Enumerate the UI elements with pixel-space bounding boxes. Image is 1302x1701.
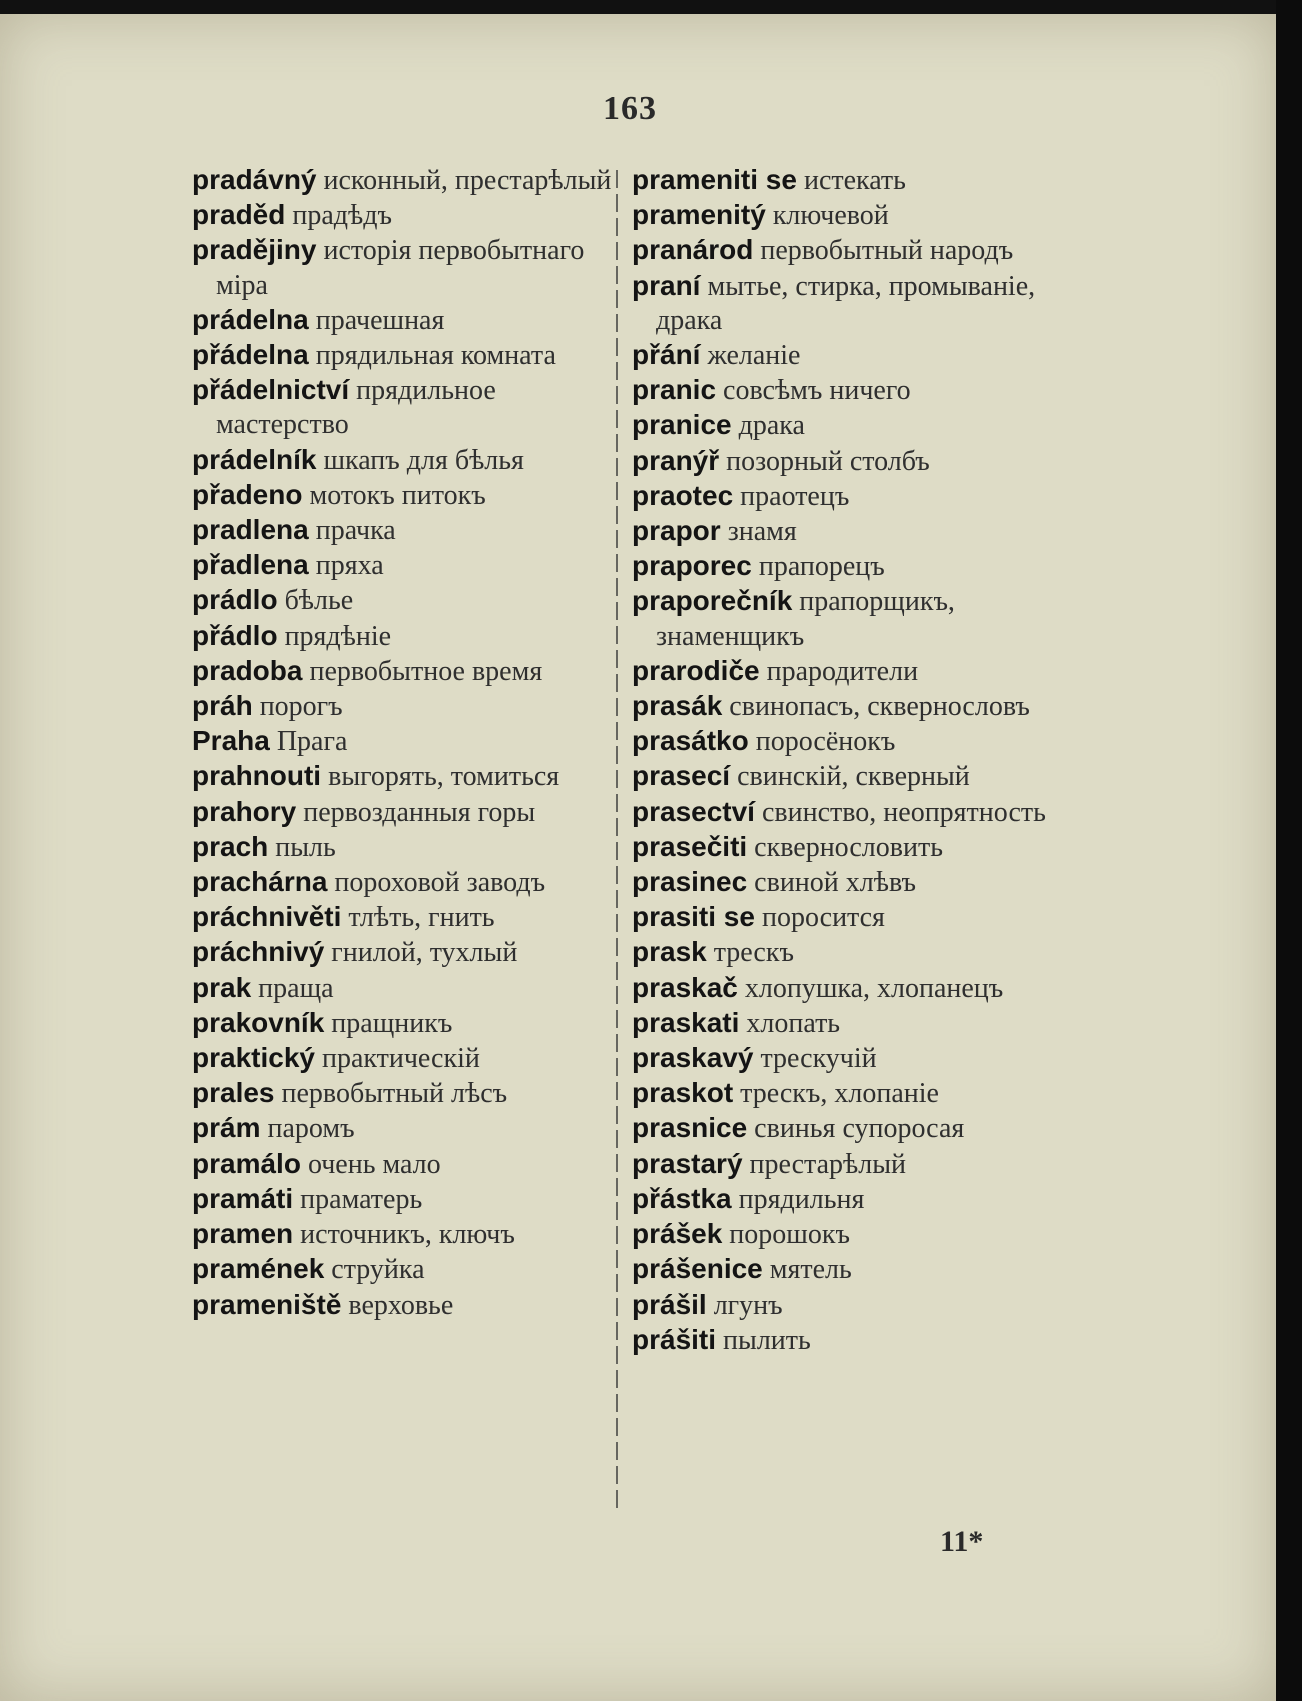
entry-headword: pramálo bbox=[192, 1147, 301, 1179]
entry-headword: prapor bbox=[632, 515, 721, 547]
entry-translation: трескъ, хлопаніе bbox=[740, 1078, 939, 1110]
dictionary-entry bbox=[192, 1076, 612, 1111]
dictionary-entry bbox=[192, 1252, 612, 1287]
dictionary-entry bbox=[632, 971, 1062, 1006]
entry-headword: prádelna bbox=[192, 303, 309, 335]
entry-translation: ключевой bbox=[772, 200, 889, 232]
entry-headword: prádelník bbox=[192, 443, 317, 475]
entry-translation: мытье, стирка, промываніе, драка bbox=[656, 270, 1036, 336]
dictionary-entry bbox=[632, 163, 1062, 198]
entry-translation: очень мало bbox=[307, 1148, 441, 1180]
entry-translation: пряха bbox=[315, 550, 384, 582]
dictionary-entry bbox=[192, 865, 612, 900]
entry-headword: prášek bbox=[632, 1218, 723, 1250]
entry-headword: pradlena bbox=[192, 514, 309, 546]
entry-headword: praporec bbox=[632, 550, 752, 582]
entry-headword: pramen bbox=[192, 1218, 294, 1250]
entry-headword: pramének bbox=[192, 1253, 325, 1285]
entry-translation: трескучій bbox=[760, 1043, 877, 1075]
dictionary-entry bbox=[192, 724, 612, 759]
entry-headword: prasecí bbox=[632, 760, 731, 792]
dictionary-entry bbox=[192, 935, 612, 970]
dictionary-entry bbox=[632, 1041, 1062, 1076]
dictionary-entry bbox=[632, 689, 1062, 724]
entry-translation: первобытный народъ bbox=[760, 235, 1014, 267]
entry-translation: желаніе bbox=[707, 340, 801, 372]
entry-headword: prarodiče bbox=[632, 654, 760, 686]
entry-headword: pramenitý bbox=[632, 199, 766, 231]
entry-headword: přadeno bbox=[192, 478, 303, 510]
entry-headword: přadlena bbox=[192, 549, 309, 581]
entry-translation: хлопушка, хлопанецъ bbox=[744, 972, 1004, 1004]
entry-translation: пыль bbox=[275, 831, 336, 863]
entry-headword: práh bbox=[192, 690, 253, 722]
entry-translation: прядильное мастерство bbox=[216, 375, 496, 441]
entry-translation: бѣлье bbox=[284, 585, 354, 617]
entry-headword: pranic bbox=[632, 374, 717, 406]
dictionary-entry bbox=[632, 444, 1062, 479]
dictionary-entry bbox=[632, 549, 1062, 584]
entry-translation: пращникъ bbox=[331, 1007, 453, 1039]
dictionary-entry bbox=[632, 198, 1062, 233]
entry-headword: prášil bbox=[632, 1288, 707, 1320]
dictionary-entry bbox=[192, 233, 612, 302]
entry-translation: свинскій, скверный bbox=[737, 761, 970, 793]
dictionary-entry bbox=[632, 654, 1062, 689]
dictionary-entry bbox=[192, 830, 612, 865]
entry-translation: сквернословить bbox=[754, 831, 943, 863]
entry-headword: praotec bbox=[632, 479, 734, 511]
dictionary-entry bbox=[192, 373, 612, 442]
dictionary-entry bbox=[192, 163, 612, 198]
entry-headword: prask bbox=[632, 936, 707, 968]
dictionary-entry bbox=[632, 865, 1062, 900]
entry-headword: praskot bbox=[632, 1077, 734, 1109]
dictionary-entry bbox=[632, 759, 1062, 794]
entry-translation: исконный, престарѣлый bbox=[323, 165, 612, 196]
dictionary-entry bbox=[632, 514, 1062, 549]
entry-headword: pranice bbox=[632, 409, 732, 441]
dictionary-entry bbox=[192, 1147, 612, 1182]
dictionary-entry bbox=[192, 1217, 612, 1252]
entry-translation: мятель bbox=[769, 1254, 852, 1286]
dictionary-entry bbox=[192, 513, 612, 548]
entry-translation: праща bbox=[258, 972, 334, 1004]
entry-translation: поросёнокъ bbox=[755, 726, 896, 758]
dictionary-entry bbox=[192, 583, 612, 618]
entry-translation: прапорецъ bbox=[758, 551, 885, 583]
entry-headword: prahory bbox=[192, 795, 297, 827]
right-column bbox=[632, 163, 1062, 1358]
dictionary-entry bbox=[632, 935, 1062, 970]
dictionary-entry bbox=[632, 1076, 1062, 1111]
dictionary-entry bbox=[192, 338, 612, 373]
entry-headword: prasectví bbox=[632, 795, 755, 827]
entry-translation: первобытное время bbox=[309, 655, 543, 687]
entry-translation: свиной хлѣвъ bbox=[754, 867, 916, 899]
entry-headword: prasátko bbox=[632, 725, 749, 757]
entry-translation: прядѣніе bbox=[284, 620, 392, 652]
dictionary-entry bbox=[192, 1111, 612, 1146]
entry-translation: свинья супоросая bbox=[754, 1113, 965, 1145]
dictionary-entry bbox=[632, 269, 1062, 338]
entry-headword: přádelnictví bbox=[192, 374, 350, 406]
entry-headword: práchnivěti bbox=[192, 901, 342, 933]
dictionary-entry bbox=[192, 654, 612, 689]
entry-headword: přání bbox=[632, 339, 701, 371]
entry-headword: pramáti bbox=[192, 1182, 294, 1214]
entry-translation: лгунъ bbox=[713, 1289, 783, 1321]
dictionary-entry bbox=[632, 724, 1062, 759]
entry-translation: пороховой заводъ bbox=[334, 867, 546, 899]
entry-translation: совсѣмъ ничего bbox=[723, 375, 911, 407]
entry-headword: praní bbox=[632, 269, 701, 301]
dictionary-entry bbox=[632, 1217, 1062, 1252]
entry-translation: праотецъ bbox=[740, 480, 850, 512]
entry-headword: prášenice bbox=[632, 1253, 763, 1285]
entry-headword: Praha bbox=[192, 725, 270, 757]
entry-translation: выгорять, томиться bbox=[328, 761, 560, 793]
entry-translation: хлопать bbox=[746, 1007, 841, 1039]
entry-headword: prales bbox=[192, 1077, 275, 1109]
left-column bbox=[192, 163, 612, 1323]
dictionary-entry bbox=[192, 1288, 612, 1323]
entry-headword: prahnouti bbox=[192, 760, 322, 792]
entry-headword: pranárod bbox=[632, 234, 754, 266]
dictionary-entry bbox=[632, 1182, 1062, 1217]
entry-translation: свинопасъ, сквернословъ bbox=[729, 691, 1030, 723]
entry-headword: prasák bbox=[632, 690, 723, 722]
dictionary-entry bbox=[632, 1006, 1062, 1041]
entry-translation: исторія первобытнаго міра bbox=[216, 235, 585, 301]
entry-headword: prasnice bbox=[632, 1112, 748, 1144]
entry-headword: pradávný bbox=[192, 164, 317, 195]
dictionary-entry bbox=[632, 830, 1062, 865]
entry-headword: přástka bbox=[632, 1182, 732, 1214]
entry-translation: прачка bbox=[315, 515, 396, 547]
entry-translation: престарѣлый bbox=[749, 1148, 907, 1180]
entry-headword: praskati bbox=[632, 1006, 740, 1038]
page-number: 163 bbox=[603, 90, 657, 127]
dictionary-entry bbox=[192, 759, 612, 794]
entry-translation: прядильная комната bbox=[315, 340, 556, 372]
entry-headword: prameniti se bbox=[632, 164, 797, 195]
entry-headword: pradějiny bbox=[192, 234, 317, 266]
entry-headword: přádlo bbox=[192, 619, 278, 651]
entry-translation: практическій bbox=[321, 1043, 480, 1075]
entry-translation: знамя bbox=[727, 516, 797, 548]
dictionary-entry bbox=[192, 689, 612, 724]
entry-translation: струйка bbox=[331, 1254, 425, 1286]
dictionary-entry bbox=[632, 1111, 1062, 1146]
entry-translation: первобытный лѣсъ bbox=[281, 1078, 508, 1110]
entry-translation: трескъ bbox=[713, 937, 794, 969]
dictionary-entry bbox=[192, 795, 612, 830]
entry-headword: prameniště bbox=[192, 1288, 342, 1320]
dictionary-entry bbox=[632, 1323, 1062, 1358]
dictionary-entry bbox=[192, 1006, 612, 1041]
entry-translation: прародители bbox=[766, 655, 919, 687]
dictionary-entry bbox=[632, 338, 1062, 373]
entry-translation: праматерь bbox=[300, 1183, 423, 1215]
entry-headword: prasečiti bbox=[632, 830, 748, 862]
dictionary-entry bbox=[632, 233, 1062, 268]
entry-headword: přádelna bbox=[192, 339, 309, 371]
dictionary-entry bbox=[632, 479, 1062, 514]
entry-translation: прадѣдъ bbox=[292, 200, 392, 232]
dictionary-entry bbox=[632, 1147, 1062, 1182]
entry-translation: мотокъ питокъ bbox=[309, 479, 486, 511]
entry-translation: тлѣть, гнить bbox=[348, 902, 495, 934]
entry-translation: драка bbox=[738, 410, 805, 442]
entry-translation: истекать bbox=[803, 165, 906, 196]
dictionary-entry bbox=[192, 971, 612, 1006]
book-edge-shadow bbox=[1276, 0, 1302, 1701]
entry-headword: praskač bbox=[632, 971, 738, 1003]
entry-headword: prasiti se bbox=[632, 901, 755, 933]
entry-translation: поросится bbox=[761, 902, 885, 934]
dictionary-entry bbox=[192, 1182, 612, 1217]
entry-headword: praskavý bbox=[632, 1042, 754, 1074]
column-divider bbox=[616, 170, 618, 1510]
entry-headword: prasinec bbox=[632, 866, 748, 898]
entry-translation: прядильня bbox=[738, 1183, 865, 1215]
entry-headword: prádlo bbox=[192, 584, 278, 616]
dictionary-entry bbox=[192, 478, 612, 513]
entry-headword: pranýř bbox=[632, 444, 720, 476]
entry-headword: praktický bbox=[192, 1042, 315, 1074]
entry-translation: пылить bbox=[723, 1324, 811, 1356]
entry-headword: praporečník bbox=[632, 585, 793, 617]
entry-headword: prach bbox=[192, 830, 269, 862]
dictionary-entry bbox=[632, 900, 1062, 935]
dictionary-entry bbox=[632, 584, 1062, 653]
dictionary-entry bbox=[192, 619, 612, 654]
entry-translation: порошокъ bbox=[729, 1219, 850, 1251]
entry-headword: prastarý bbox=[632, 1147, 743, 1179]
signature-mark: 11* bbox=[940, 1525, 984, 1558]
entry-translation: паромъ bbox=[267, 1113, 355, 1145]
entry-headword: prachárna bbox=[192, 866, 328, 898]
entry-headword: prášiti bbox=[632, 1323, 717, 1355]
entry-translation: прапорщикъ, знаменщикъ bbox=[656, 586, 955, 652]
dictionary-entry bbox=[192, 548, 612, 583]
entry-headword: pradoba bbox=[192, 654, 303, 686]
entry-translation: порогъ bbox=[259, 691, 343, 723]
entry-headword: praděd bbox=[192, 199, 286, 231]
dictionary-entry bbox=[632, 795, 1062, 830]
entry-headword: prak bbox=[192, 971, 252, 1003]
entry-headword: prám bbox=[192, 1112, 261, 1144]
entry-headword: prakovník bbox=[192, 1006, 325, 1038]
dictionary-entry bbox=[192, 303, 612, 338]
entry-translation: прачешная bbox=[315, 304, 445, 336]
dictionary-entry bbox=[192, 1041, 612, 1076]
dictionary-entry bbox=[192, 443, 612, 478]
entry-translation: верховье bbox=[348, 1289, 454, 1321]
dictionary-entry bbox=[632, 408, 1062, 443]
entry-translation: Прага bbox=[276, 726, 348, 758]
entry-headword: práchnivý bbox=[192, 936, 325, 968]
dictionary-entry bbox=[632, 1252, 1062, 1287]
dictionary-entry bbox=[632, 1288, 1062, 1323]
entry-translation: позорный столбъ bbox=[726, 445, 930, 477]
entry-translation: источникъ, ключъ bbox=[300, 1219, 515, 1251]
dictionary-entry bbox=[192, 198, 612, 233]
entry-translation: свинство, неопрятность bbox=[761, 796, 1046, 828]
entry-translation: гнилой, тухлый bbox=[331, 937, 518, 969]
entry-translation: шкапъ для бѣлья bbox=[323, 444, 524, 476]
entry-translation: первозданныя горы bbox=[303, 796, 536, 828]
dictionary-entry bbox=[632, 373, 1062, 408]
dictionary-entry bbox=[192, 900, 612, 935]
